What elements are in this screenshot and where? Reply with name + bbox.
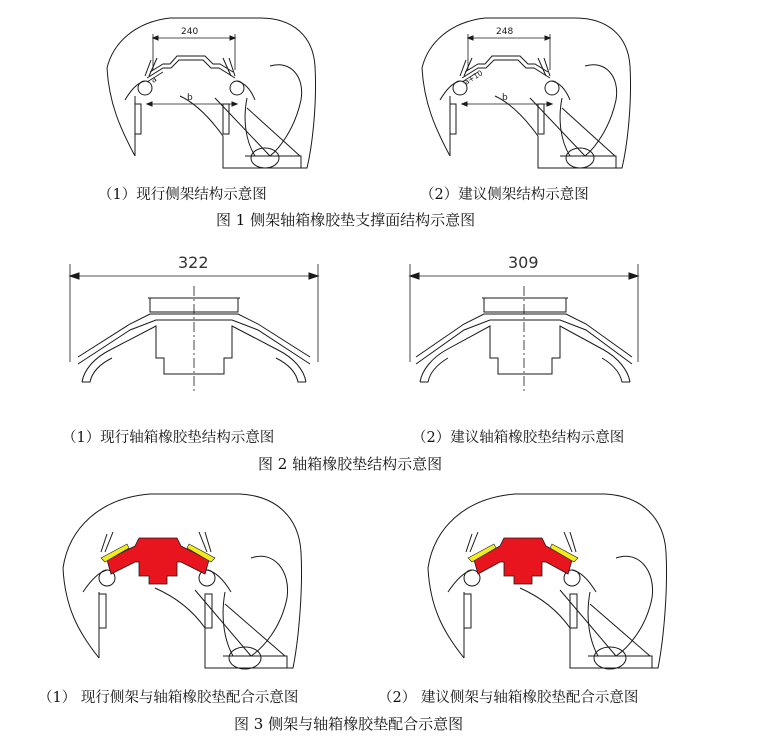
fig1-right-sideframe-drawing (410, 8, 650, 183)
fig2-right-pad-drawing (400, 242, 650, 412)
dim-label: 322 (178, 253, 209, 272)
pad-seat-profile (150, 56, 233, 72)
dim-label: b (502, 93, 508, 103)
fig1-title: 图 1 侧架轴箱橡胶垫支撑面结构示意图 (216, 211, 476, 229)
fig3-title: 图 3 侧架与轴箱橡胶垫配合示意图 (234, 715, 464, 733)
sideframe-outline (107, 18, 316, 168)
rubber-pad-red (474, 538, 572, 584)
dim-label: a+10 (462, 68, 485, 87)
fig3-left-assembly-drawing (55, 488, 325, 678)
fig3-right-assembly-drawing (420, 488, 690, 678)
rubber-pad-red (107, 538, 209, 584)
fig1-left-caption: （1）现行侧架结构示意图 (98, 187, 267, 203)
fig1-left-sideframe-drawing (95, 8, 335, 183)
fig1-right-caption: （2）建议侧架结构示意图 (420, 187, 589, 203)
fig2-right-caption: （2）建议轴箱橡胶垫结构示意图 (412, 430, 625, 446)
fig2-left-caption: （1）现行轴箱橡胶垫结构示意图 (62, 430, 275, 446)
pad-top-profile (482, 298, 568, 312)
fig3-left-caption: （1） 现行侧架与轴箱橡胶垫配合示意图 (38, 690, 299, 706)
fig3-right-caption: （2） 建议侧架与轴箱橡胶垫配合示意图 (378, 690, 639, 706)
fig2-title: 图 2 轴箱橡胶垫结构示意图 (258, 455, 443, 473)
dim-label: a (149, 74, 159, 85)
sideframe-outline (422, 18, 631, 168)
dim-label: 240 (181, 27, 199, 37)
dim-label: b (187, 93, 193, 103)
fig2-left-pad-drawing (60, 242, 330, 412)
dim-label: 309 (508, 253, 539, 272)
dim-label: 248 (496, 27, 514, 37)
